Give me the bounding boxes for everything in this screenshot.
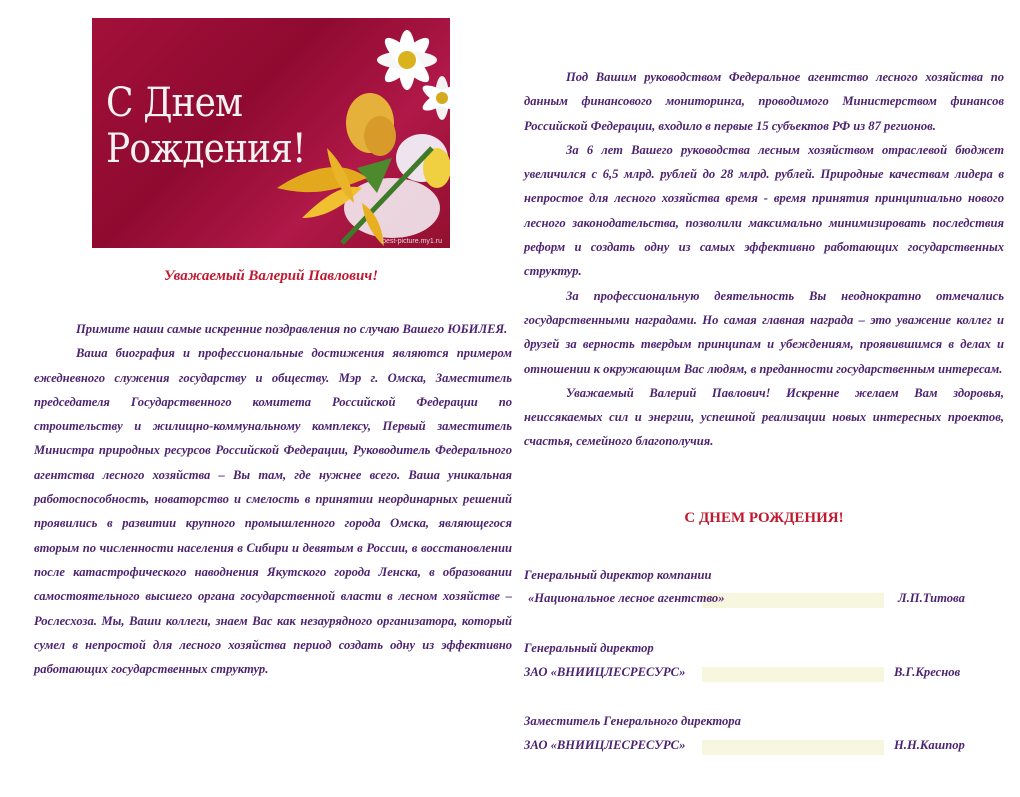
signature-line — [702, 740, 884, 755]
signature-title: Генеральный директор компании — [524, 568, 712, 582]
paragraph: Примите наши самые искренние поздравления по случаю Вашего ЮБИЛЕЯ. — [76, 322, 508, 336]
watermark: best-picture.my1.ru — [382, 238, 442, 245]
signature-line — [702, 593, 884, 608]
signature-row — [524, 737, 994, 757]
right-text-column — [524, 65, 1004, 454]
signature-title: Заместитель Генерального директора — [524, 714, 741, 728]
signature-row — [524, 664, 994, 684]
signature-name: В.Г.Креснов — [894, 665, 961, 679]
signature-org: ЗАО «ВНИИЦЛЕСРЕСУРС» — [524, 738, 686, 752]
signature-name: Л.П.Титова — [898, 591, 965, 605]
paragraph: Уважаемый Валерий Павлович! Искренне желаем Вам здоровья, неиссякаемых сил и энергии, успешной реализации новых интересных проектов, счастья, семейного благополучия. — [524, 385, 1004, 449]
greeting-heading: Уважаемый Валерий Павлович! — [163, 268, 379, 284]
paragraph: Ваша биография и профессиональные достижения являются примером ежедневного служения государству и обществу. Мэр г. Омска, Заместитель председателя Государственного комитета Российской Федерации по строительству и жилищно-коммунальному комплексу, Первый заместитель Министра природных ресурсов Российской Федерации, Руководитель Федерального агентства лесного хозяйства – Вы там, где нужнее всего. Ваша уникальная работоспособность, новаторство и смелость в принятии неординарных решений проявились в развитии крупного промышленного города Омска, являющегося вторым по численности населения в Сибири и девятым в России, в восстановлении после катастрофического наводнения Якутского города Ленска, в образовании самостоятельного высшего органа государственной власти в лесном хозяйстве – Рослесхоза. Мы, Ваши коллеги, знаем Вас как незаурядного организатора, который сумел в непростой для лесного хозяйства период создать одну из эффективно работающих государственных структур. — [34, 346, 512, 677]
signature-name: Н.Н.Кашпор — [894, 738, 965, 752]
signature-title: Генеральный директор — [524, 641, 654, 655]
birthday-card-image — [92, 18, 450, 248]
paragraph: За профессиональную деятельность Вы неоднократно отмечались государственными наградами. Но самая главная награда – это уважение коллег и друзей за верность твердым принципам и убеждениям, проявившимся в делах и отношении к окружающим Вас людям, в преданности государственным интересам. — [524, 288, 1004, 376]
signature-line — [702, 667, 884, 682]
signature-org: ЗАО «ВНИИЦЛЕСРЕСУРС» — [524, 665, 686, 679]
signature-row — [524, 590, 994, 610]
signature-org: «Национальное лесное агентство» — [528, 591, 725, 605]
paragraph: За 6 лет Вашего руководства лесным хозяйством отраслевой бюджет увеличился с 6,5 млрд. рублей до 28 млрд. рублей. Природные качествам лидера в непростое для лесного хозяйства время - время принятия принципиально нового лесного законодательства, позволили максимально минимизировать последствия реформ и создать одну из самых эффективно работающих государственных структур. — [524, 142, 1004, 279]
left-text-column — [34, 317, 512, 681]
paragraph: Под Вашим руководством Федеральное агентство лесного хозяйства по данным финансового мониторинга, проводимого Министерством финансов Российской Федерации, входило в первые 15 субъектов РФ из 87 регионов. — [524, 70, 1004, 133]
birthday-heading: С ДНЕМ РОЖДЕНИЯ! — [684, 510, 844, 526]
card-title: С Днем Рождения! — [106, 80, 306, 172]
